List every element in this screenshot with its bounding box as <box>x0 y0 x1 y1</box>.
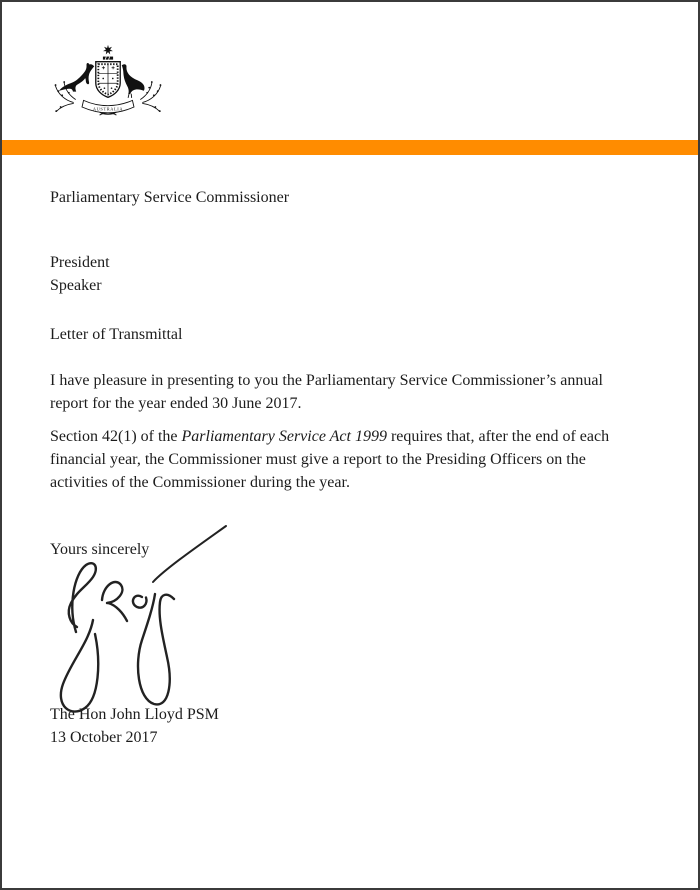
paragraph-1-line-1: I have pleasure in presenting to you the Parliamentary Service Commissioner’s annual <box>50 372 603 389</box>
addressee-block <box>50 251 110 297</box>
paragraph-2-line-1 <box>50 425 609 448</box>
wreath-bar <box>103 57 113 60</box>
kangaroo-icon <box>59 63 95 92</box>
banner-text: AUSTRALIA <box>92 106 124 112</box>
signatory-name: The Hon John Lloyd PSM <box>50 706 219 723</box>
act-title: Parliamentary Service Act 1999 <box>181 428 387 445</box>
paragraph-2 <box>50 425 609 494</box>
signature-icon <box>30 510 240 720</box>
addressee-speaker: Speaker <box>50 277 102 294</box>
act-reference-pre: Section 42(1) of the <box>50 428 182 445</box>
emu-icon <box>122 64 145 97</box>
paragraph-2-line-3: activities of the Commissioner during the year. <box>50 474 350 491</box>
paragraph-2-line-2: financial year, the Commissioner must give a report to the Presiding Officers on the <box>50 451 586 468</box>
commonwealth-star-icon <box>103 45 113 55</box>
signatory-block <box>50 703 219 749</box>
letter-title: Letter of Transmittal <box>50 326 183 343</box>
banner <box>82 100 134 112</box>
paragraph-1 <box>50 369 603 415</box>
paragraph-1-line-2: report for the year ended 30 June 2017. <box>50 395 302 412</box>
act-reference-post: requires that, after the end of each <box>386 428 610 445</box>
closing-salutation: Yours sincerely <box>50 541 150 558</box>
accent-bar <box>2 140 698 155</box>
addressee-president: President <box>50 254 110 271</box>
letterhead-title: Parliamentary Service Commissioner <box>50 189 290 206</box>
coat-of-arms-icon <box>53 44 163 116</box>
shield-icon <box>96 62 120 98</box>
letter-date: 13 October 2017 <box>50 729 158 746</box>
